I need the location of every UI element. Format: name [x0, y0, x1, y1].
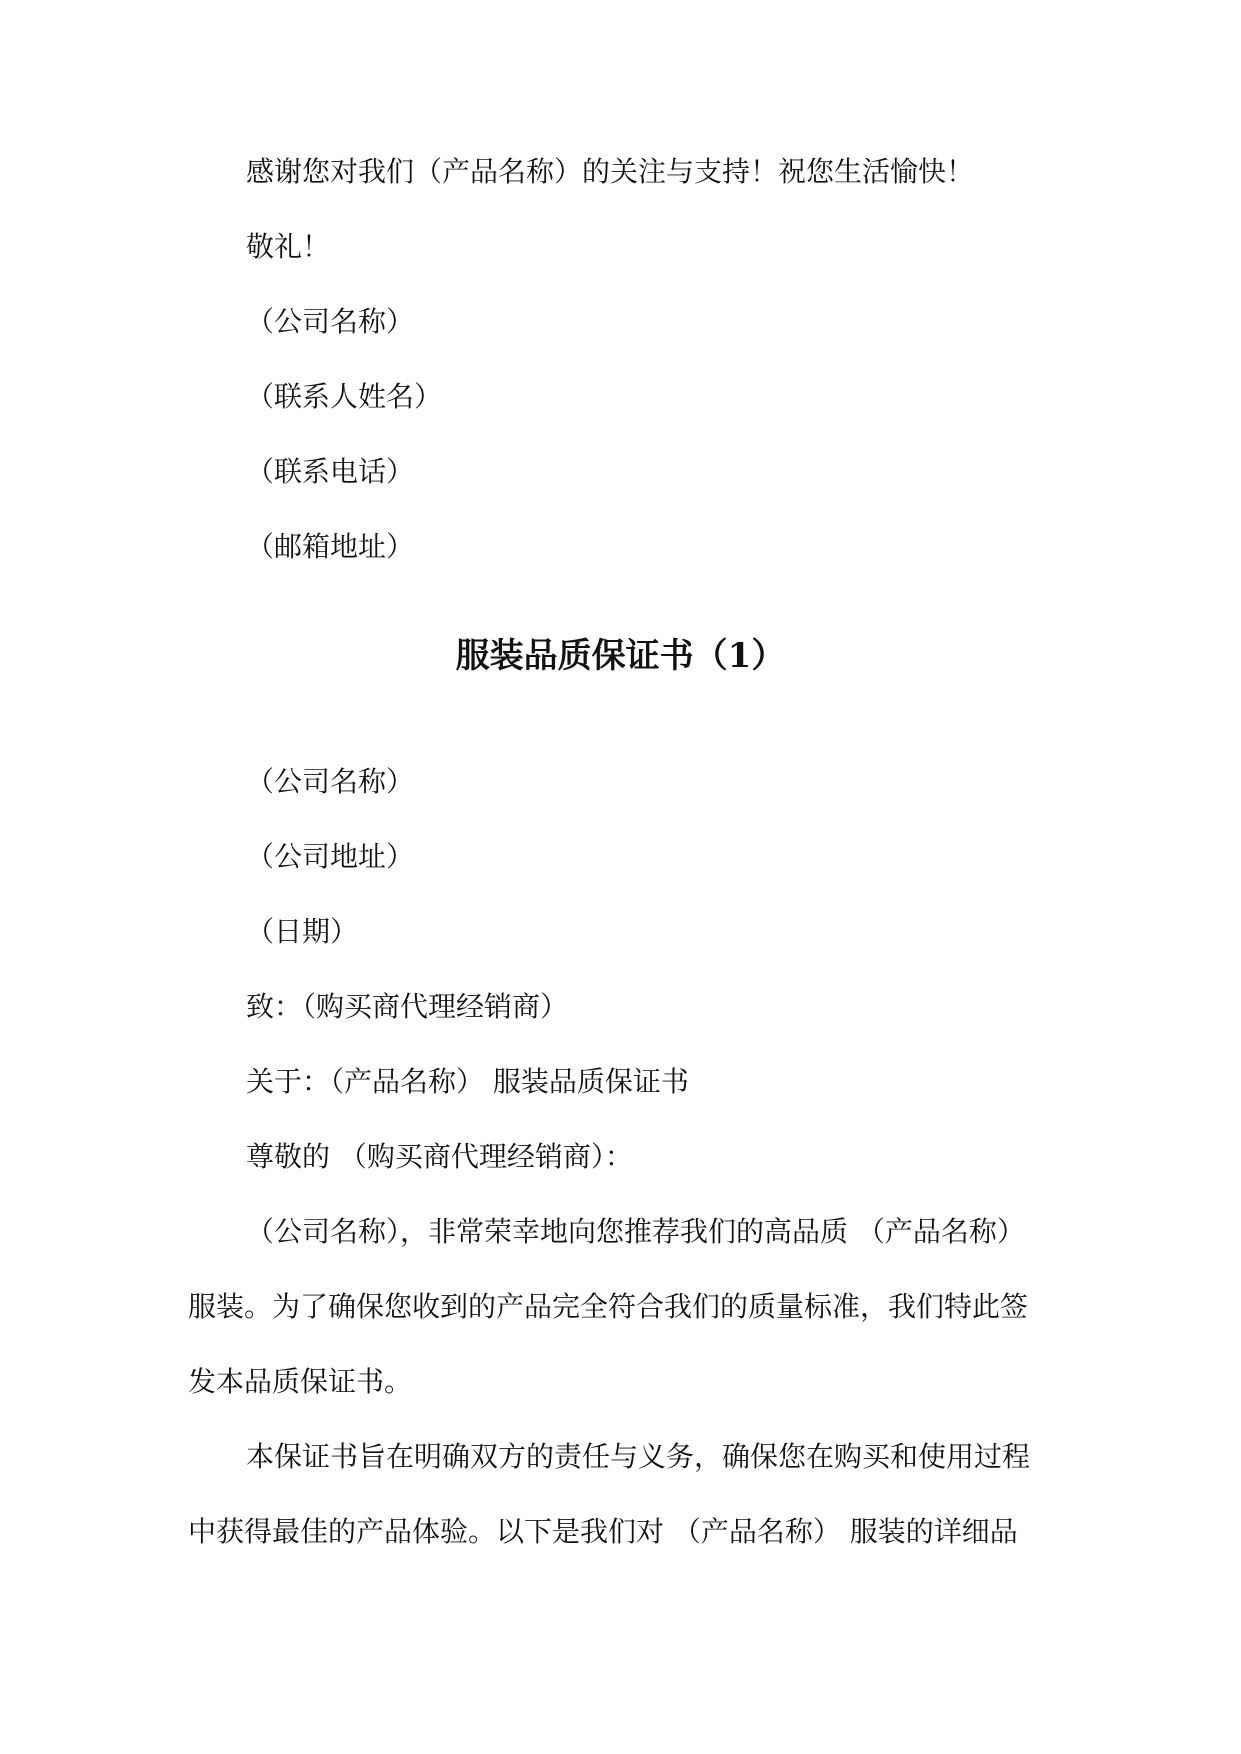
certificate-date: （日期）	[246, 915, 359, 948]
certificate-title: 服装品质保证书（1）	[455, 636, 786, 676]
closing-thanks: 感谢您对我们（产品名称）的关注与支持！祝您生活愉快！	[246, 155, 975, 188]
paragraph2-line2: 中获得最佳的产品体验。以下是我们对 （产品名称） 服装的详细品	[188, 1515, 1018, 1548]
certificate-recipient: 致：（购买商代理经销商）	[246, 990, 569, 1023]
certificate-salutation: 尊敬的 （购买商代理经销商）：	[246, 1140, 633, 1173]
certificate-company-address: （公司地址）	[246, 840, 415, 873]
closing-email: （邮箱地址）	[246, 530, 415, 563]
paragraph1-line2: 服装。为了确保您收到的产品完全符合我们的质量标准，我们特此签	[188, 1290, 1029, 1323]
closing-regards: 敬礼！	[246, 230, 331, 263]
certificate-subject: 关于：（产品名称） 服装品质保证书	[246, 1065, 689, 1098]
paragraph1-line1: （公司名称），非常荣幸地向您推荐我们的高品质 （产品名称）	[246, 1215, 1025, 1248]
paragraph2-line1: 本保证书旨在明确双方的责任与义务，确保您在购买和使用过程	[246, 1440, 1031, 1473]
paragraph1-line3: 发本品质保证书。	[188, 1365, 413, 1398]
closing-contact-phone: （联系电话）	[246, 455, 415, 488]
closing-company-name: （公司名称）	[246, 305, 415, 338]
closing-contact-name: （联系人姓名）	[246, 380, 443, 413]
certificate-company-name: （公司名称）	[246, 765, 415, 798]
